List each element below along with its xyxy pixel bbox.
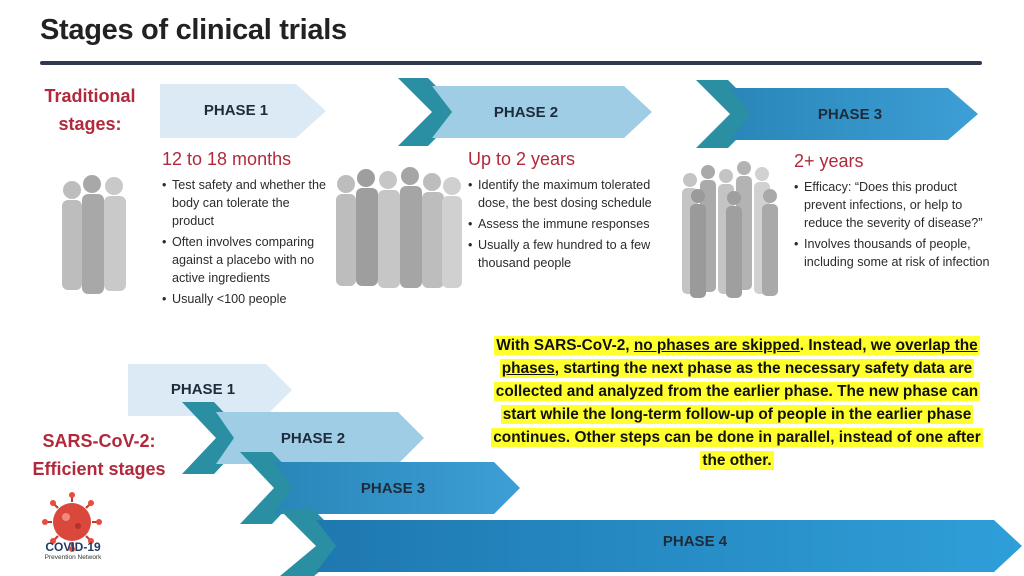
trad-phase1-bullets	[162, 176, 332, 308]
trad-phase2-duration: Up to 2 years	[468, 149, 576, 169]
eff-phase3-label: PHASE 3	[360, 480, 426, 497]
list-item: • Test safety and whether the body can tolerate the product	[162, 176, 332, 230]
list-item: • Usually a few hundred to a few thousand people	[468, 236, 668, 272]
trad-phase2-details	[468, 149, 668, 275]
trad-phase1-label: PHASE 1	[203, 102, 269, 119]
note-no-phases-skipped: no phases are skipped	[633, 337, 800, 354]
logo-title: COVID-19	[45, 540, 101, 554]
trad-phase3-details	[794, 151, 994, 274]
overlap-note	[488, 334, 986, 472]
list-item: • Assess the immune responses	[468, 215, 668, 233]
trad-phase2-bullets	[468, 176, 668, 272]
traditional-label-line2: stages:	[58, 114, 122, 134]
list-item: • Involves thousands of people, including some at risk of infection	[794, 235, 994, 271]
efficient-label-line2: Efficient stages	[32, 459, 166, 479]
eff-phase4-label: PHASE 4	[662, 533, 728, 550]
trad-phase1-duration: 12 to 18 months	[162, 149, 292, 169]
note-overlap-the-phases: overlap the phases	[501, 337, 978, 377]
traditional-label-line1: Traditional	[44, 86, 136, 106]
trad-phase1-details	[162, 149, 332, 311]
note-part1: With SARS-CoV-2,	[496, 337, 634, 354]
trad-phase3-bullets	[794, 178, 994, 271]
traditional-stages-label	[36, 82, 144, 138]
note-part3: . Instead, we	[799, 337, 896, 354]
efficient-label-line1: SARS-CoV-2:	[42, 431, 156, 451]
list-item: • Efficacy: “Does this product prevent infections, or help to reduce the severity of disease?”	[794, 178, 994, 232]
trad-phase2-label: PHASE 2	[493, 104, 559, 121]
logo-subtitle: Prevention Network	[44, 554, 102, 561]
list-item: • Usually <100 people	[162, 290, 332, 308]
eff-phase2-label: PHASE 2	[280, 430, 346, 447]
page-title: Stages of clinical trials	[40, 14, 347, 46]
trad-phase3-label: PHASE 3	[817, 106, 883, 123]
covid19-prevention-network-logo	[34, 541, 112, 562]
eff-phase1-label: PHASE 1	[170, 381, 236, 398]
list-item: • Often involves comparing against a placebo with no active ingredients	[162, 233, 332, 287]
list-item: • Identify the maximum tolerated dose, the best dosing schedule	[468, 176, 668, 212]
trad-phase3-duration: 2+ years	[794, 151, 864, 171]
note-part5: , starting the next phase as the necessary safety data are collected and analyzed from the earlier phase. The new phase can start while the long-term follow-up of people in the earlier phase continues. Other steps can be done in parallel, instead of one after the other.	[493, 360, 981, 469]
efficient-stages-label	[26, 427, 172, 483]
